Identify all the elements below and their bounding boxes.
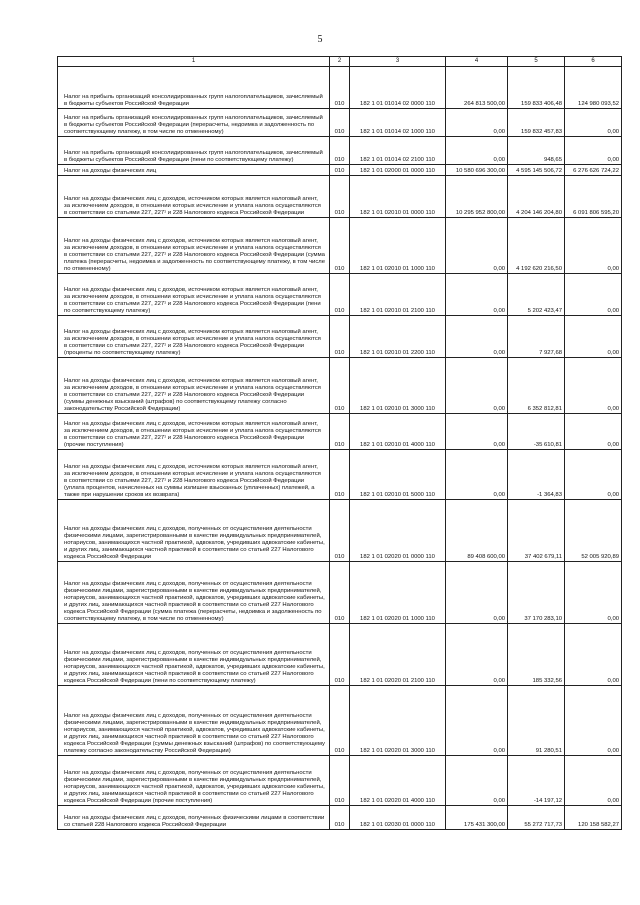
- table-row: [58, 414, 622, 450]
- table-row: [58, 358, 622, 414]
- table-row: [58, 686, 622, 756]
- row-kbk-cell: 182 1 01 02010 01 2100 110: [350, 274, 446, 316]
- row-col6-value: 124 980 093,52: [565, 67, 622, 109]
- table-row: [58, 806, 622, 830]
- row-col5-value: 4 204 146 204,80: [508, 176, 565, 218]
- row-kbk-cell: 182 1 01 02020 01 1000 110: [350, 562, 446, 624]
- row-kbk-cell: 182 1 01 02010 01 4000 110: [350, 414, 446, 450]
- row-col6-value: 0,00: [565, 562, 622, 624]
- row-kbk-cell: 182 1 01 02020 01 0000 110: [350, 500, 446, 562]
- row-name-cell: Налог на доходы физических лиц с доходов, полученных физическими лицами в соответствии со статьей 228 Налогового кодекса Российской Федерации: [58, 806, 330, 830]
- row-name-cell: Налог на доходы физических лиц с доходов, источником которых является налоговый агент, за исключением доходов, в отношении которых исчисление и уплата налога осуществляются в соответствии со статьями 227, 227¹ и 228 Налогового кодекса Российской Федерации: [58, 176, 330, 218]
- row-col4-value: 10 295 952 800,00: [446, 176, 508, 218]
- row-col4-value: 0,00: [446, 624, 508, 686]
- header-col-6: 6: [565, 57, 622, 67]
- row-name-cell: Налог на прибыль организаций консолидированных групп налогоплательщиков, зачисляемый в бюджеты субъектов Российской Федерации: [58, 67, 330, 109]
- header-col-1: 1: [58, 57, 330, 67]
- table-row: [58, 218, 622, 274]
- row-col6-value: 52 005 920,89: [565, 500, 622, 562]
- row-code-cell: 010: [330, 316, 350, 358]
- row-col5-value: 4 595 145 506,72: [508, 165, 565, 176]
- row-kbk-cell: 182 1 01 02020 01 2100 110: [350, 624, 446, 686]
- row-col4-value: 0,00: [446, 358, 508, 414]
- row-kbk-cell: 182 1 01 02030 01 0000 110: [350, 806, 446, 830]
- header-col-4: 4: [446, 57, 508, 67]
- row-kbk-cell: 182 1 01 01014 02 1000 110: [350, 109, 446, 137]
- row-name-cell: Налог на доходы физических лиц с доходов, полученных от осуществления деятельности физическими лицами, зарегистрированными в качестве индивидуальных предпринимателей, нотариусов, занимающихся частной практикой, адвокатов, учредивших адвокатские кабинеты, и других лиц, занимающихся частной практикой в соответствии со статьей 227 Налогового кодекса Российской Федерации: [58, 500, 330, 562]
- header-col-3: 3: [350, 57, 446, 67]
- row-kbk-cell: 182 1 01 02000 01 0000 110: [350, 165, 446, 176]
- row-col4-value: 264 813 500,00: [446, 67, 508, 109]
- row-col4-value: 0,00: [446, 274, 508, 316]
- row-col6-value: 0,00: [565, 218, 622, 274]
- row-col4-value: 0,00: [446, 109, 508, 137]
- row-name-cell: Налог на доходы физических лиц с доходов, полученных от осуществления деятельности физическими лицами, зарегистрированными в качестве индивидуальных предпринимателей, нотариусов, занимающихся частной практикой, адвокатов, учредивших адвокатские кабинеты, и других лиц, занимающихся частной практикой в соответствии со статьей 227 Налогового кодекса Российской Федерации (суммы денежных взысканий (штрафов) по соответствующему платежу согласно законодательству Российской Федерации): [58, 686, 330, 756]
- table-row: [58, 500, 622, 562]
- row-col6-value: 0,00: [565, 358, 622, 414]
- row-name-cell: Налог на доходы физических лиц с доходов, источником которых является налоговый агент, за исключением доходов, в отношении которых исчисление и уплата налога осуществляются в соответствии со статьями 227, 227¹ и 228 Налогового кодекса Российской Федерации (сумма платежа (перерасчеты, недоимка и задолженность по соответствующему платежу, в том числе по отмененному): [58, 218, 330, 274]
- row-kbk-cell: 182 1 01 02010 01 5000 110: [350, 450, 446, 500]
- table-row: [58, 624, 622, 686]
- row-kbk-cell: 182 1 01 02020 01 3000 110: [350, 686, 446, 756]
- row-col5-value: 159 832 457,83: [508, 109, 565, 137]
- row-col4-value: 0,00: [446, 218, 508, 274]
- row-col5-value: 948,65: [508, 137, 565, 165]
- row-col4-value: 10 580 696 300,00: [446, 165, 508, 176]
- table-row: [58, 562, 622, 624]
- row-code-cell: 010: [330, 176, 350, 218]
- row-code-cell: 010: [330, 358, 350, 414]
- row-name-cell: Налог на доходы физических лиц с доходов, полученных от осуществления деятельности физическими лицами, зарегистрированными в качестве индивидуальных предпринимателей, нотариусов, занимающихся частной практикой, адвокатов, учредивших адвокатские кабинеты, и других лиц, занимающихся частной практикой в соответствии со статьей 227 Налогового кодекса Российской Федерации (прочие поступления): [58, 756, 330, 806]
- row-code-cell: 010: [330, 450, 350, 500]
- row-col6-value: 0,00: [565, 450, 622, 500]
- row-col6-value: 0,00: [565, 274, 622, 316]
- row-kbk-cell: 182 1 01 02010 01 0000 110: [350, 176, 446, 218]
- header-col-2: 2: [330, 57, 350, 67]
- row-col6-value: 0,00: [565, 686, 622, 756]
- row-code-cell: 010: [330, 500, 350, 562]
- table-row: [58, 274, 622, 316]
- row-col6-value: 0,00: [565, 316, 622, 358]
- header-row: [58, 57, 622, 67]
- row-code-cell: 010: [330, 686, 350, 756]
- row-col4-value: 0,00: [446, 450, 508, 500]
- row-name-cell: Налог на доходы физических лиц: [58, 165, 330, 176]
- row-code-cell: 010: [330, 218, 350, 274]
- row-col5-value: 5 202 423,47: [508, 274, 565, 316]
- row-col5-value: -1 364,83: [508, 450, 565, 500]
- row-col6-value: 0,00: [565, 756, 622, 806]
- table-row: [58, 316, 622, 358]
- row-col6-value: 0,00: [565, 137, 622, 165]
- row-code-cell: 010: [330, 806, 350, 830]
- row-name-cell: Налог на доходы физических лиц с доходов, источником которых является налоговый агент, за исключением доходов, в отношении которых исчисление и уплата налога осуществляются в соответствии со статьями 227, 227¹ и 228 Налогового кодекса Российской Федерации (проценты по соответствующему платежу): [58, 316, 330, 358]
- row-col4-value: 0,00: [446, 137, 508, 165]
- row-col6-value: 120 158 582,27: [565, 806, 622, 830]
- row-code-cell: 010: [330, 109, 350, 137]
- row-col6-value: 6 276 626 724,22: [565, 165, 622, 176]
- table-row: [58, 137, 622, 165]
- row-name-cell: Налог на доходы физических лиц с доходов, источником которых является налоговый агент, за исключением доходов, в отношении которых исчисление и уплата налога осуществляются в соответствии со статьями 227, 227¹ и 228 Налогового кодекса Российской Федерации (суммы денежных взысканий (штрафов) по соответствующему платежу согласно законодательству Российской Федерации): [58, 358, 330, 414]
- table-row: [58, 67, 622, 109]
- row-kbk-cell: 182 1 01 02010 01 1000 110: [350, 218, 446, 274]
- row-name-cell: Налог на прибыль организаций консолидированных групп налогоплательщиков, зачисляемый в бюджеты субъектов Российской Федерации (пени по соответствующему платежу): [58, 137, 330, 165]
- row-col5-value: 7 927,68: [508, 316, 565, 358]
- row-name-cell: Налог на доходы физических лиц с доходов, полученных от осуществления деятельности физическими лицами, зарегистрированными в качестве индивидуальных предпринимателей, нотариусов, занимающихся частной практикой, адвокатов, учредивших адвокатские кабинеты, и других лиц, занимающихся частной практикой в соответствии со статьей 227 Налогового кодекса Российской Федерации (пени по соответствующему платежу): [58, 624, 330, 686]
- row-col5-value: -35 610,81: [508, 414, 565, 450]
- row-name-cell: Налог на доходы физических лиц с доходов, источником которых является налоговый агент, за исключением доходов, в отношении которых исчисление и уплата налога осуществляются в соответствии со статьями 227, 227¹ и 228 Налогового кодекса Российской Федерации (прочие поступления): [58, 414, 330, 450]
- row-col5-value: 6 352 812,81: [508, 358, 565, 414]
- row-kbk-cell: 182 1 01 01014 02 0000 110: [350, 67, 446, 109]
- row-name-cell: Налог на прибыль организаций консолидированных групп налогоплательщиков, зачисляемый в бюджеты субъектов Российской Федерации (перерасчеты, недоимка и задолженность по соответствующему платежу, в том числе по отмененному): [58, 109, 330, 137]
- row-code-cell: 010: [330, 756, 350, 806]
- row-code-cell: 010: [330, 274, 350, 316]
- row-code-cell: 010: [330, 414, 350, 450]
- row-col4-value: 89 408 600,00: [446, 500, 508, 562]
- table-row: [58, 450, 622, 500]
- row-name-cell: Налог на доходы физических лиц с доходов, источником которых является налоговый агент, за исключением доходов, в отношении которых исчисление и уплата налога осуществляются в соответствии со статьями 227, 227¹ и 228 Налогового кодекса Российской Федерации (пени по соответствующему платежу): [58, 274, 330, 316]
- table-row: [58, 109, 622, 137]
- row-name-cell: Налог на доходы физических лиц с доходов, источником которых является налоговый агент, за исключением доходов, в отношении которых исчисление и уплата налога осуществляются в соответствии со статьями 227, 227¹ и 228 Налогового кодекса Российской Федерации (уплата процентов, начисленных на суммы излишне взысканных (уплаченных) платежей, а также при нарушении сроков их возврата): [58, 450, 330, 500]
- row-code-cell: 010: [330, 137, 350, 165]
- row-code-cell: 010: [330, 562, 350, 624]
- table-row: [58, 165, 622, 176]
- row-col5-value: -14 197,12: [508, 756, 565, 806]
- row-col5-value: 37 402 679,11: [508, 500, 565, 562]
- row-col6-value: 0,00: [565, 624, 622, 686]
- row-code-cell: 010: [330, 624, 350, 686]
- row-col5-value: 185 332,56: [508, 624, 565, 686]
- table-row: [58, 176, 622, 218]
- row-col4-value: 0,00: [446, 756, 508, 806]
- row-col5-value: 55 272 717,73: [508, 806, 565, 830]
- row-code-cell: 010: [330, 165, 350, 176]
- row-kbk-cell: 182 1 01 02010 01 3000 110: [350, 358, 446, 414]
- row-kbk-cell: 182 1 01 02010 01 2200 110: [350, 316, 446, 358]
- revenue-table: [57, 56, 622, 830]
- row-col4-value: 0,00: [446, 686, 508, 756]
- row-code-cell: 010: [330, 67, 350, 109]
- row-col6-value: 0,00: [565, 109, 622, 137]
- header-col-5: 5: [508, 57, 565, 67]
- row-col5-value: 4 192 620 216,50: [508, 218, 565, 274]
- row-col4-value: 0,00: [446, 316, 508, 358]
- row-col4-value: 175 431 300,00: [446, 806, 508, 830]
- row-col5-value: 91 280,51: [508, 686, 565, 756]
- row-col5-value: 159 833 406,48: [508, 67, 565, 109]
- row-name-cell: Налог на доходы физических лиц с доходов, полученных от осуществления деятельности физическими лицами, зарегистрированными в качестве индивидуальных предпринимателей, нотариусов, занимающихся частной практикой, адвокатов, учредивших адвокатские кабинеты, и других лиц, занимающихся частной практикой в соответствии со статьей 227 Налогового кодекса Российской Федерации (сумма платежа (перерасчеты, недоимка и задолженность по соответствующему платежу, в том числе по отмененному): [58, 562, 330, 624]
- row-col6-value: 0,00: [565, 414, 622, 450]
- row-kbk-cell: 182 1 01 02020 01 4000 110: [350, 756, 446, 806]
- page-number: 5: [317, 34, 323, 45]
- table-row: [58, 756, 622, 806]
- row-kbk-cell: 182 1 01 01014 02 2100 110: [350, 137, 446, 165]
- row-col4-value: 0,00: [446, 414, 508, 450]
- row-col4-value: 0,00: [446, 562, 508, 624]
- row-col6-value: 6 091 806 595,20: [565, 176, 622, 218]
- row-col5-value: 37 170 283,10: [508, 562, 565, 624]
